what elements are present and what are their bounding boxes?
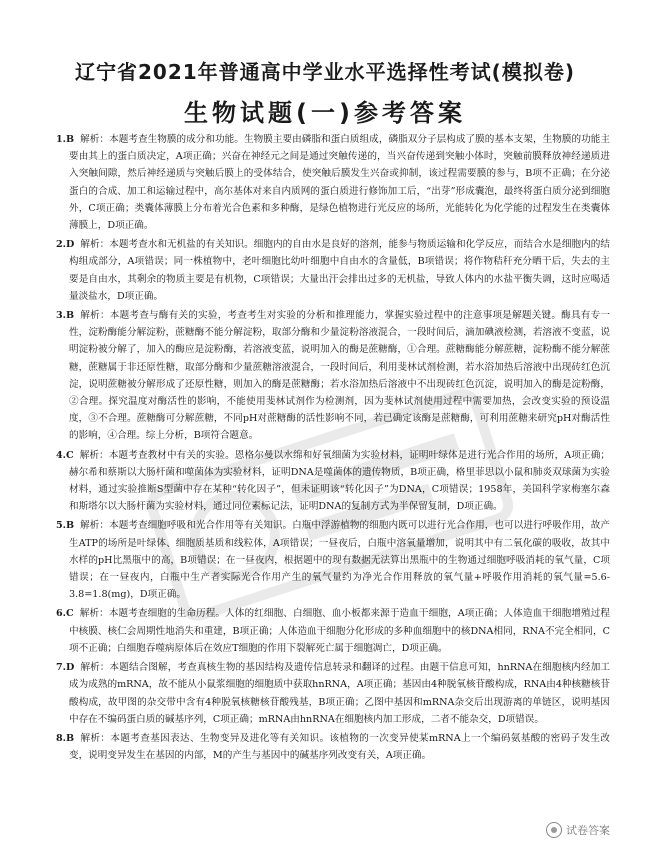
answer-choice: B — [66, 520, 75, 532]
answer-choice: C — [66, 608, 74, 620]
question-number: 7. — [56, 662, 67, 674]
answer-explanation: 解析：本题结合图解，考查真核生物的基因结构及遗传信息转录和翻译的过程。由题干信息可知，hnRNA在细胞核内经加工成为成熟的mRNA，故不能从小鼠浆细胞的细胞质中获取hnRNA，A项正确；基因由4种脱氧核苷酸构成，RNA由4种核糖核苷酸构成，故甲图的杂交带中含有4种脱氧核糖核苷酸残基，B项正确；乙图中基因和mRNA杂交后出现游离的单链区，说明基因中存在不编码蛋白质的碱基序列，C项正确；mRNA由hnRNA在细胞核内加工形成，二者不能杂交，D项错误。 — [69, 662, 610, 725]
answer-item-4 — [56, 447, 610, 516]
header — [0, 0, 650, 128]
answer-choice: B — [66, 134, 75, 145]
logo-text: 试卷答案 — [566, 824, 610, 837]
question-number: 2. — [56, 239, 67, 251]
answer-item-1 — [56, 131, 610, 234]
logo-icon — [546, 822, 562, 838]
answer-item-8 — [56, 730, 610, 764]
site-logo — [546, 822, 610, 838]
answer-choice: B — [66, 732, 75, 744]
answer-item-7 — [56, 659, 610, 728]
answer-choice: D — [66, 662, 75, 674]
answer-choice: B — [66, 310, 75, 322]
answer-choice: C — [66, 449, 74, 461]
answer-choice: D — [66, 239, 75, 251]
answer-explanation: 解析：本题考查细胞呼吸和光合作用等有关知识。白瓶中浮游植物的细胞内既可以进行光合作用，也可以进行呼吸作用，故产生ATP的场所是叶绿体、细胞质基质和线粒体，A项错误；一昼夜后，白瓶中溶氧量增加，说明其中有二氧化碳的吸收，故其中水样的pH比黑瓶中的高，B项错误；在一昼夜内，根据题中的现有数据无法算出黑瓶中的生物通过细胞呼吸消耗的氧气量，C项错误；在一昼夜内，白瓶中生产者实际光合作用产生的氧气量约为净光合作用释放的氧气量+呼吸作用消耗的氧气量=5.6-3.8=1.8(mg)，D项正确。 — [69, 520, 610, 601]
question-number: 8. — [56, 732, 67, 744]
question-number: 1. — [56, 134, 67, 145]
answer-explanation: 解析：本题考查教材中有关的实验。恩格尔曼以水绵和好氧细菌为实验材料，证明叶绿体是进行光合作用的场所，A项正确；赫尔希和蔡斯以大肠杆菌和噬菌体为实验材料，证明DNA是噬菌体的遗传物质，B项正确，格里菲思以小鼠和肺炎双球菌为实验材料，通过实验推断S型菌中存在某种“转化因子”，但未证明该“转化因子”为DNA，C项错误；1958年，美国科学家梅塞尔森和斯塔尔以大肠杆菌为实验材料，通过同位素标记法，证明DNA的复制方式为半保留复制，D项正确。 — [69, 449, 610, 513]
answer-list — [56, 131, 610, 766]
answer-item-6 — [56, 605, 610, 657]
answer-explanation: 解析：本题考查水和无机盐的有关知识。细胞内的自由水是良好的溶剂，能参与物质运输和化学反应，而结合水是细胞内的结构组成部分，A项错误；同一株植物中，老叶细胞比幼叶细胞中自由水的含量低，B项错误；将作物秸秆充分晒干后，失去的主要是自由水，其剩余的物质主要是有机物，C项错误；大量出汗会排出过多的无机盐，导致人体内的水盐平衡失调，这时应喝适量淡盐水，D项正确。 — [69, 239, 610, 302]
answer-explanation: 解析：本题考查生物膜的成分和功能。生物膜主要由磷脂和蛋白质组成，磷脂双分子层构成了膜的基本支架，生物膜的功能主要由其上的蛋白质决定，A项正确；兴奋在神经元之间是通过突触传递的，当兴奋传递到突触小体时，突触前膜释放神经递质进入突触间隙，然后神经递质与突触后膜上的受体结合，使突触后膜发生兴奋或抑制，该过程需要膜的参与，B项不正确；在分泌蛋白的合成、加工和运输过程中，高尔基体对来自内质网的蛋白质进行修饰加工后，“出芽”形成囊泡，最终将蛋白质分泌到细胞外，C项正确；类囊体薄膜上分布着光合色素和多种酶，是绿色植物进行光反应的场所，光能转化为化学能的过程发生在类囊体薄膜上，D项正确。 — [69, 134, 610, 232]
question-number: 3. — [56, 310, 67, 322]
question-number: 5. — [56, 520, 67, 532]
answer-item-3 — [56, 307, 610, 445]
answer-item-5 — [56, 517, 610, 603]
question-number: 6. — [56, 608, 67, 620]
answer-explanation: 解析：本题考查基因表达、生物变异及进化等有关知识。该植物的一次变异使某mRNA上一个编码氨基酸的密码子发生改变，说明变异发生在基因的内部，M的产生与基因中的碱基序列改变有关，A项正确。 — [69, 732, 610, 762]
answer-key-title: 生物试题(一)参考答案 — [184, 99, 466, 127]
answer-explanation: 解析：本题考查与酶有关的实验，考查考生对实验的分析和推理能力，掌握实验过程中的注意事项是解题关键。酶具有专一性，淀粉酶能分解淀粉，蔗糖酶不能分解淀粉，取部分酶和少量淀粉溶液混合，一段时间后，滴加碘液检测，若溶液不变蓝，说明淀粉被分解了，加入的酶应是淀粉酶，若溶液变蓝，说明加入的酶是蔗糖酶，①合理。蔗糖酶能分解蔗糖，淀粉酶不能分解蔗糖，蔗糖属于非还原性糖，取部分酶和少量蔗糖溶液混合，一段时间后，利用斐林试剂检测，若水浴加热后溶液中出现砖红色沉淀，说明蔗糖被分解形成了还原性糖，则加入的酶是蔗糖酶；若水浴加热后溶液中不出现砖红色沉淀，说明加入的酶是淀粉酶，②合理。探究温度对酶活性的影响，不能使用斐林试剂作为检测剂，因为斐林试剂使用过程中需要加热，会改变实验的预设温度，③不合理。蔗糖酶可分解蔗糖，不同pH对蔗糖酶的活性影响不同，若已确定该酶是蔗糖酶，可利用蔗糖来研究pH对酶活性的影响，④合理。综上分析，B项符合题意。 — [69, 310, 610, 442]
answer-explanation: 解析：本题考查细胞的生命历程。人体的红细胞、白细胞、血小板都来源于造血干细胞，A项正确；人体造血干细胞增殖过程中核膜、核仁会周期性地消失和重建，B项正确；人体造血干细胞分化形成的多种血细胞中的核DNA相同，RNA不完全相同，C项不正确；白细胞吞噬病原体后在效应T细胞的作用下裂解死亡属于细胞凋亡，D项正确。 — [69, 608, 610, 654]
question-number: 4. — [56, 449, 67, 461]
exam-title: 辽宁省2021年普通高中学业水平选择性考试(模拟卷) — [75, 60, 575, 84]
answer-item-2 — [56, 236, 610, 305]
